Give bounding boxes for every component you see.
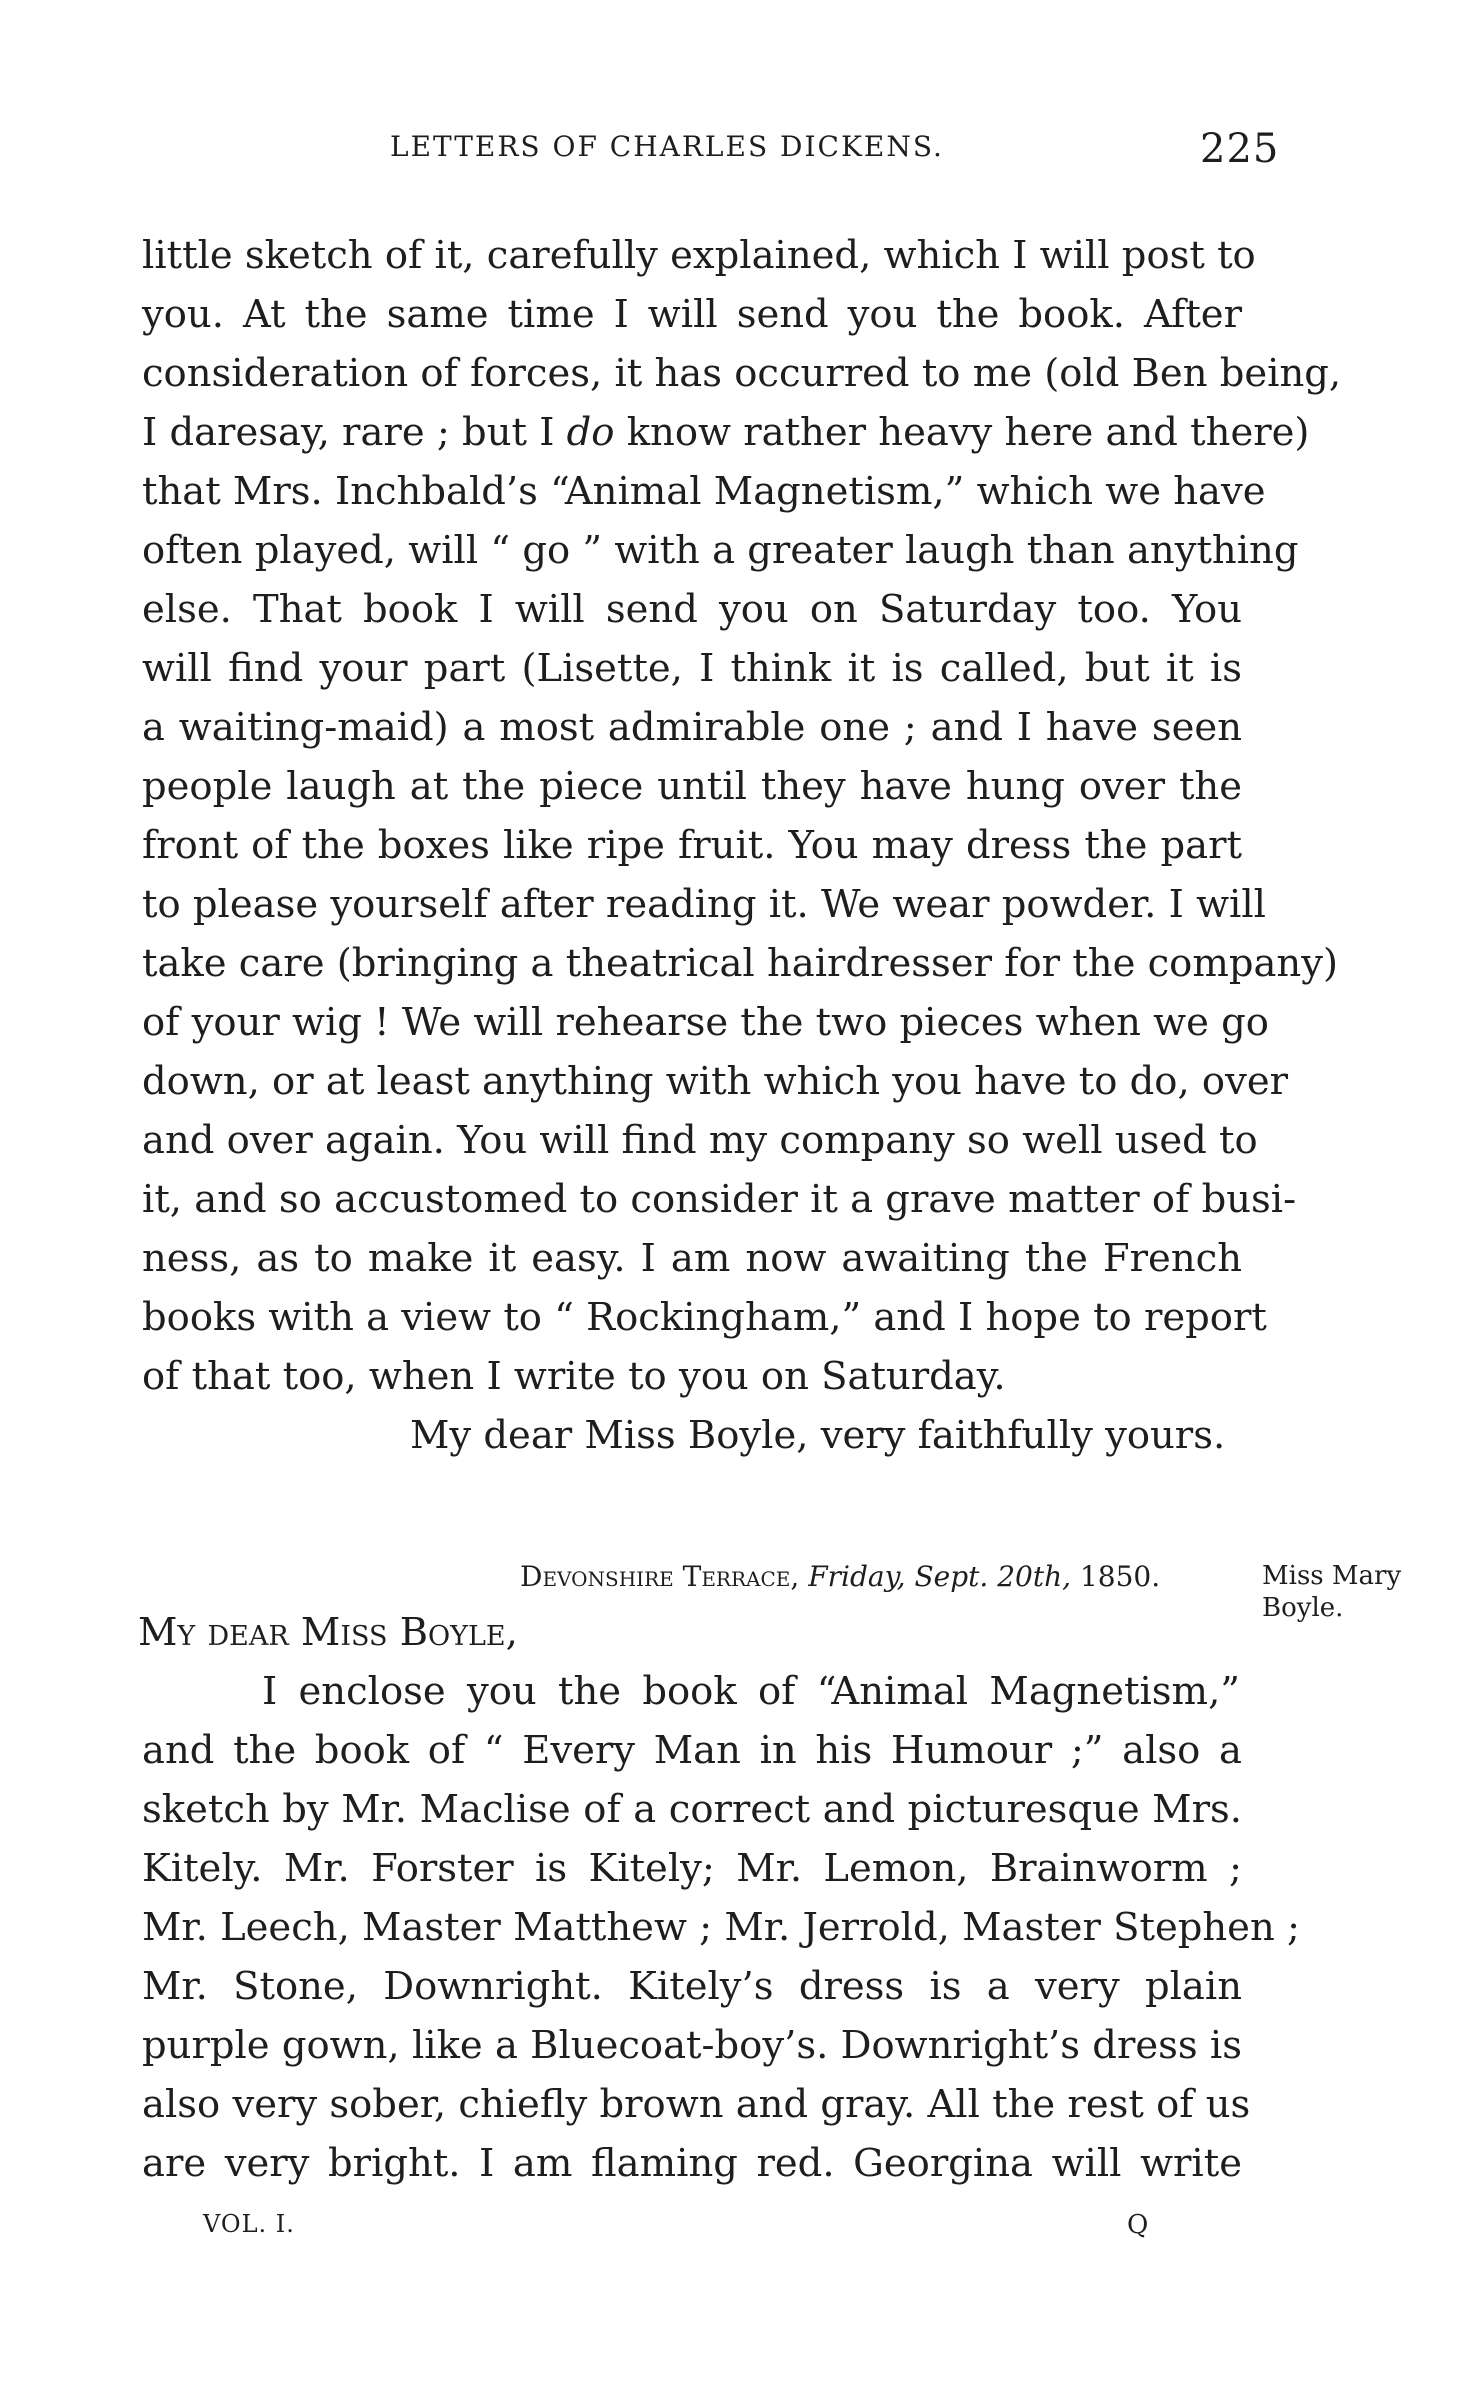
text-line: ness, as to make it easy. I am now awaiting the French — [142, 1236, 1242, 1281]
text-line: are very bright. I am flaming red. Georgina will write — [142, 2141, 1242, 2186]
dateline-date: Sept. 20th, — [914, 1560, 1072, 1593]
text-line: that Mrs. Inchbald’s “Animal Magnetism,” which we have — [142, 469, 1266, 514]
text-line: often played, will “ go ” with a greater laugh than anything — [142, 528, 1299, 573]
dateline — [520, 1560, 1160, 1593]
closing-line: My dear Miss Boyle, very faithfully yours. — [410, 1413, 1226, 1458]
text-line: front of the boxes like ripe fruit. You may dress the part — [142, 823, 1242, 868]
page-number: 225 — [1200, 126, 1280, 172]
volume-signature: VOL. I. — [203, 2210, 295, 2238]
text-line: consideration of forces, it has occurred to me (old Ben being, — [142, 351, 1342, 396]
text-line: I daresay, rare ; but I do know rather heavy here and there) — [142, 410, 1310, 455]
text-line: and over again. You will find my company so well used to — [142, 1118, 1258, 1163]
text-line: else. That book I will send you on Saturday too. You — [142, 587, 1242, 632]
margin-note-line: Boyle. — [1262, 1593, 1344, 1623]
text-line: little sketch of it, carefully explained, which I will post to — [142, 233, 1256, 278]
text-line: Mr. Leech, Master Matthew ; Mr. Jerrold, Master Stephen ; — [142, 1905, 1300, 1950]
text-line: down, or at least anything with which you have to do, over — [142, 1059, 1289, 1104]
printer-signature: Q — [1127, 2210, 1149, 2240]
text-line: of your wig ! We will rehearse the two pieces when we go — [142, 1000, 1269, 1045]
text-line: also very sober, chiefly brown and gray. All the rest of us — [142, 2082, 1251, 2127]
text-line: of that too, when I write to you on Saturday. — [142, 1354, 1006, 1399]
text-line: people laugh at the piece until they have hung over the — [142, 764, 1242, 809]
dateline-year: 1850. — [1079, 1560, 1161, 1593]
dateline-day: Friday, — [808, 1560, 906, 1593]
text-line: to please yourself after reading it. We wear powder. I will — [142, 882, 1266, 927]
text-line: books with a view to “ Rockingham,” and I hope to report — [142, 1295, 1267, 1340]
margin-note — [1262, 1560, 1401, 1624]
text-line: I enclose you the book of “Animal Magnetism,” — [262, 1669, 1240, 1714]
text-line: Kitely. Mr. Forster is Kitely; Mr. Lemon, Brainworm ; — [142, 1846, 1242, 1891]
text-line: sketch by Mr. Maclise of a correct and picturesque Mrs. — [142, 1787, 1242, 1832]
margin-note-line: Miss Mary — [1262, 1561, 1402, 1591]
text-line: it, and so accustomed to consider it a grave matter of busi- — [142, 1177, 1297, 1222]
text-line: you. At the same time I will send you the book. After — [142, 292, 1242, 337]
salutation: My dear Miss Boyle, — [138, 1610, 518, 1655]
text-line: purple gown, like a Bluecoat-boy’s. Downright’s dress is — [142, 2023, 1242, 2068]
running-title: LETTERS OF CHARLES DICKENS. — [390, 130, 944, 163]
text-line: will find your part (Lisette, I think it is called, but it is — [142, 646, 1242, 691]
text-line: a waiting-maid) a most admirable one ; and I have seen — [142, 705, 1242, 750]
text-line: Mr. Stone, Downright. Kitely’s dress is a very plain — [142, 1964, 1242, 2009]
text-line: take care (bringing a theatrical hairdresser for the company) — [142, 941, 1339, 986]
dateline-place: Devonshire Terrace, — [520, 1560, 800, 1593]
text-line: and the book of “ Every Man in his Humour ;” also a — [142, 1728, 1242, 1773]
